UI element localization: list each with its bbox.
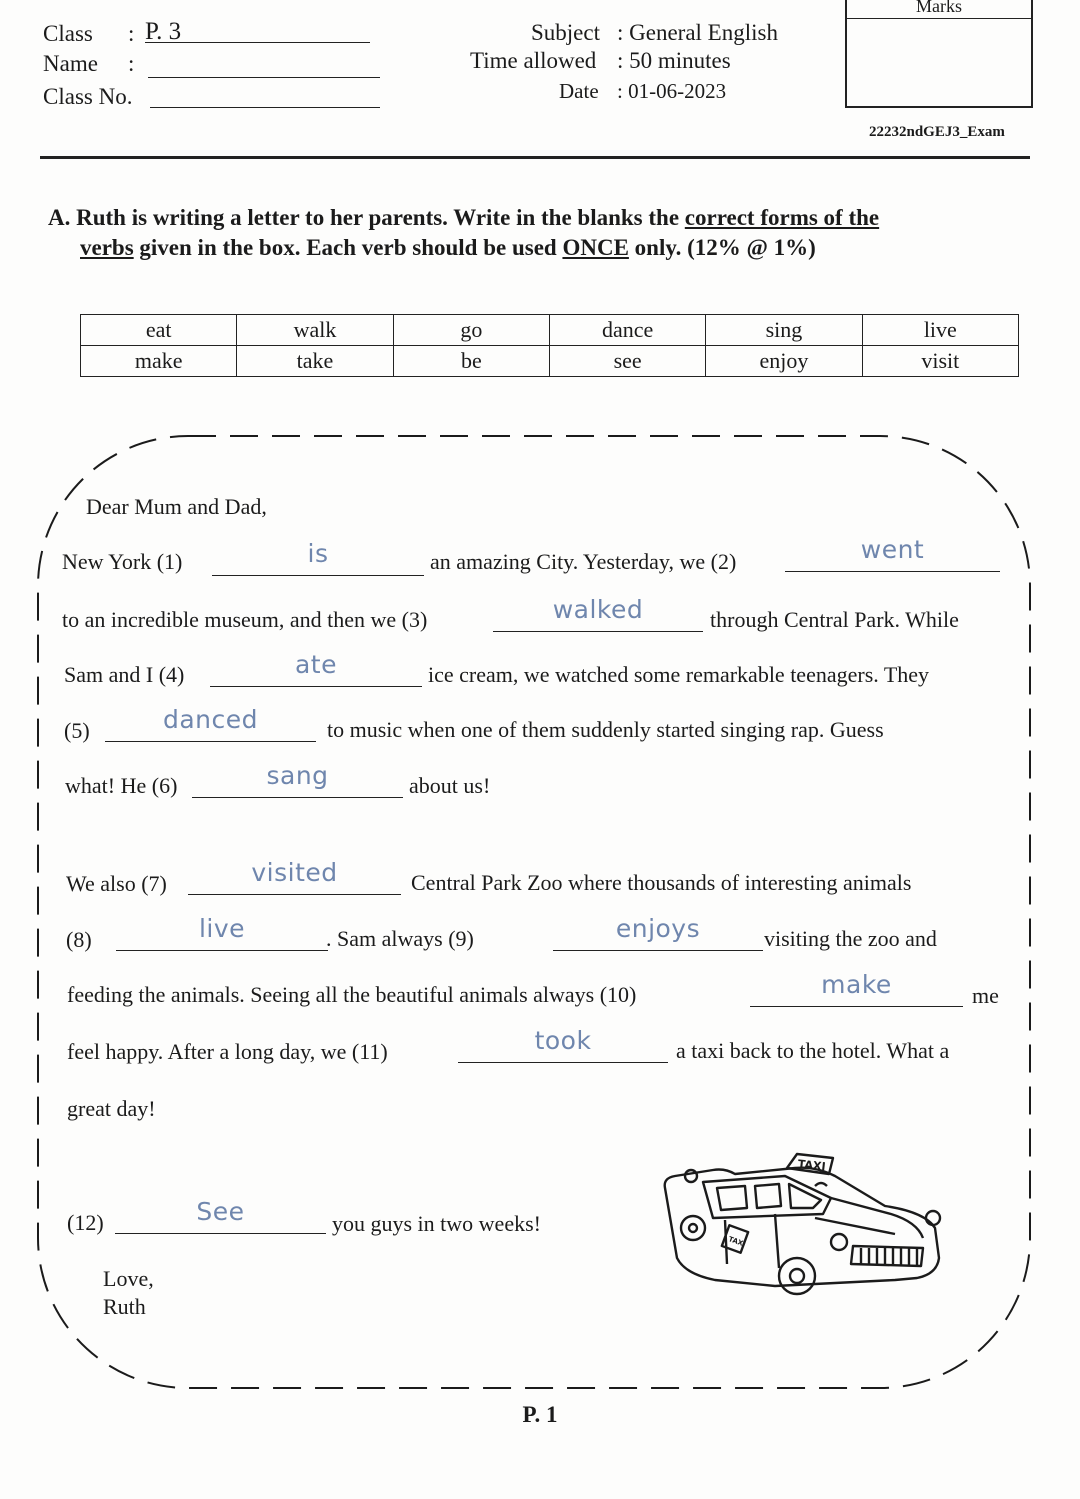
verb-cell: see [549, 346, 705, 377]
question-underlined-3: ONCE [562, 235, 629, 260]
verb-cell: dance [549, 315, 705, 346]
question-underlined-2: verbs [80, 235, 134, 260]
answer-1: is [307, 539, 329, 568]
letter-text: Central Park Zoo where thousands of interesting animals [411, 870, 912, 895]
answer-5: danced [162, 705, 259, 734]
verb-cell: walk [237, 315, 393, 346]
verb-cell: enjoy [706, 346, 862, 377]
letter-signature: Ruth [103, 1294, 146, 1319]
letter-text: me [972, 983, 999, 1008]
question-text-2: given in the box. Each verb should be used [139, 235, 557, 260]
taxi-illustration [655, 1148, 947, 1308]
letter-text: an amazing City. Yesterday, we (2) [430, 549, 737, 574]
letter-greeting: Dear Mum and Dad, [86, 494, 267, 519]
class-colon: : [128, 21, 135, 46]
class-label: Class [43, 21, 93, 46]
taxi-roof-sign: TAXI [797, 1157, 827, 1174]
name-colon: : [128, 51, 135, 76]
answer-3: walked [552, 595, 644, 624]
letter-text: ice cream, we watched some remarkable teenagers. They [428, 662, 930, 687]
verb-cell: be [393, 346, 549, 377]
answer-blank-12[interactable] [115, 1197, 326, 1234]
marks-label: Marks [847, 0, 1031, 19]
answer-blank-9[interactable] [553, 914, 763, 951]
verb-box [80, 314, 1019, 377]
page-number: P. 1 [522, 1402, 558, 1427]
subject-value: : General English [617, 20, 778, 45]
letter-text: to an incredible museum, and then we (3) [62, 607, 428, 632]
answer-blank-5[interactable] [105, 705, 316, 742]
marks-box[interactable] [845, 0, 1033, 108]
header-divider [40, 156, 1030, 159]
verb-cell: take [237, 346, 393, 377]
answer-blank-8[interactable] [116, 914, 328, 951]
answer-blank-3[interactable] [493, 595, 703, 632]
letter-text: through Central Park. While [710, 607, 959, 632]
name-label: Name [43, 51, 98, 76]
verb-cell: go [393, 315, 549, 346]
letter-text: what! He (6) [65, 773, 178, 798]
question-underlined-1: correct forms of the [684, 205, 880, 230]
letter-text: (12) [67, 1210, 104, 1235]
letter-text: great day! [67, 1096, 156, 1121]
letter-text: visiting the zoo and [764, 926, 937, 951]
question-a-instructions [48, 203, 978, 263]
exam-code: 22232ndGEJ3_Exam [869, 124, 1005, 140]
answer-12: See [196, 1197, 245, 1226]
letter-text: (8) [66, 927, 92, 952]
class-value: P. 3 [145, 18, 182, 45]
answer-blank-6[interactable] [192, 761, 403, 798]
letter-text: about us! [409, 773, 491, 798]
question-text-3: only. (12% @ 1%) [634, 235, 816, 260]
letter-text: you guys in two weeks! [332, 1211, 541, 1236]
time-label: Time allowed [470, 48, 597, 73]
question-text-1: Ruth is writing a letter to her parents. Write in the blanks the [76, 205, 680, 230]
verb-cell: visit [862, 346, 1018, 377]
answer-7: visited [251, 858, 338, 887]
letter-text: to music when one of them suddenly started singing rap. Guess [327, 717, 884, 742]
answer-blank-10[interactable] [750, 970, 963, 1007]
letter-text: feel happy. After a long day, we (11) [67, 1039, 388, 1064]
answer-11: took [534, 1026, 592, 1055]
answer-9: enjoys [615, 914, 701, 943]
letter-text: We also (7) [66, 871, 167, 896]
answer-blank-7[interactable] [188, 858, 401, 895]
letter-text: (5) [64, 718, 90, 743]
verb-cell: sing [706, 315, 862, 346]
letter-text: feeding the animals. Seeing all the beautiful animals always (10) [67, 982, 637, 1007]
letter-text: a taxi back to the hotel. What a [676, 1038, 950, 1063]
question-number: A. [48, 205, 71, 230]
subject-label: Subject [531, 20, 600, 45]
class-field[interactable] [145, 18, 370, 43]
answer-10: make [821, 970, 892, 999]
taxi-door-sign: TAXI [727, 1235, 747, 1249]
time-value: : 50 minutes [617, 48, 731, 73]
letter-text: New York (1) [62, 549, 183, 574]
answer-blank-4[interactable] [210, 650, 422, 687]
answer-8: live [198, 914, 246, 943]
verb-row [81, 315, 1019, 346]
letter-text: . Sam always (9) [326, 926, 474, 951]
letter-text: Sam and I (4) [64, 662, 185, 687]
answer-blank-1[interactable] [212, 539, 424, 576]
verb-row [81, 346, 1019, 377]
date-value: : 01-06-2023 [617, 79, 727, 103]
verb-cell: live [862, 315, 1018, 346]
answer-4: ate [294, 650, 337, 679]
answer-blank-11[interactable] [458, 1026, 668, 1063]
letter-closing: Love, [103, 1266, 154, 1291]
date-label: Date [559, 79, 599, 103]
answer-2: went [860, 535, 925, 564]
class-no-field[interactable] [150, 82, 380, 108]
answer-blank-2[interactable] [785, 535, 1000, 572]
verb-cell: make [81, 346, 237, 377]
answer-6: sang [266, 761, 329, 790]
class-no-label: Class No. [43, 84, 133, 109]
name-field[interactable] [148, 52, 380, 78]
verb-cell: eat [81, 315, 237, 346]
